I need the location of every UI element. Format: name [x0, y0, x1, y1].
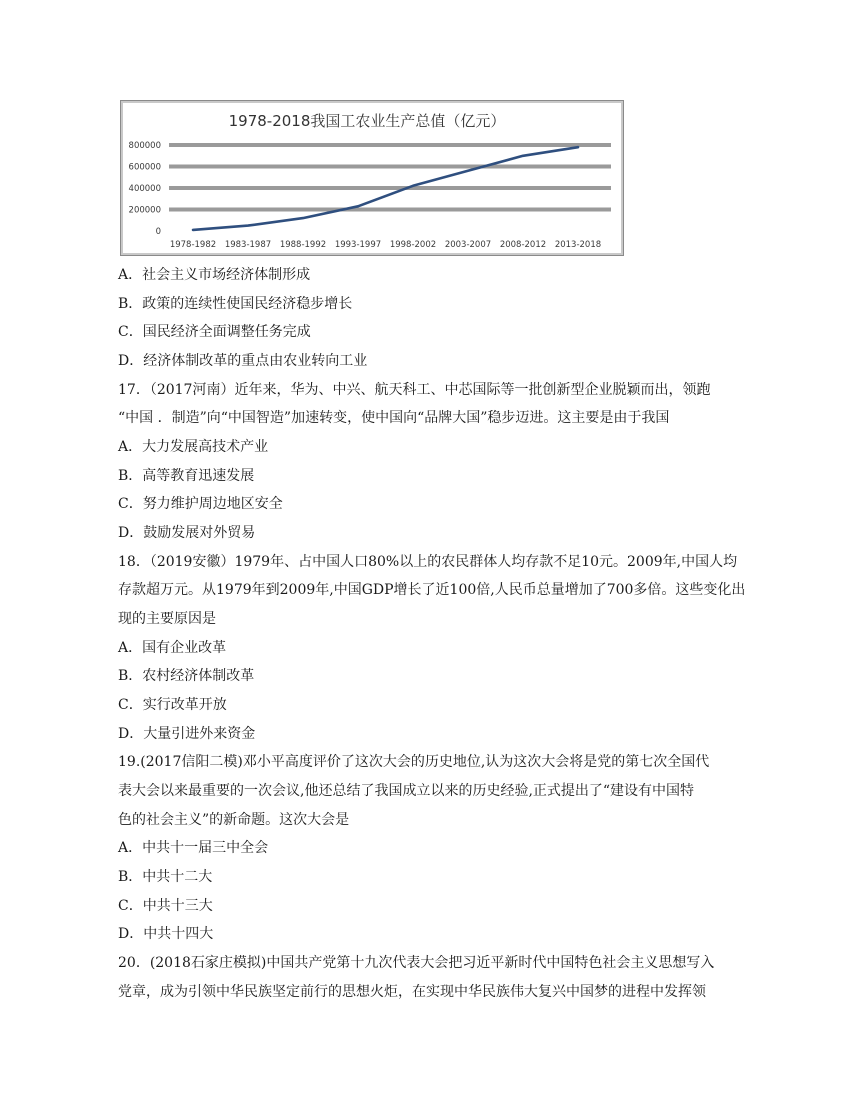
- option-d: D．大量引进外来资金: [118, 726, 256, 742]
- option-a: A．中共十一届三中全会: [118, 840, 269, 856]
- option-a: A．大力发展高技术产业: [118, 439, 269, 455]
- chart-figure: [120, 100, 624, 256]
- question-18-line: 存款超万元。从1979年到2009年,中国GDP增长了近100倍,人民币总量增加了700多倍。这些变化出: [118, 582, 746, 598]
- option-a: A．社会主义市场经济体制形成: [118, 267, 311, 283]
- option-b: B．高等教育迅速发展: [118, 468, 255, 484]
- option-b: B．政策的连续性使国民经济稳步增长: [118, 296, 353, 312]
- y-tick-label: 0: [155, 227, 161, 237]
- question-18-line: 现的主要原因是: [118, 611, 216, 627]
- x-tick-label: 1978-1982: [169, 240, 217, 250]
- option-c: C．国民经济全面调整任务完成: [118, 324, 311, 340]
- x-tick-label: 1983-1987: [224, 240, 272, 250]
- option-d: D．经济体制改革的重点由农业转向工业: [118, 353, 368, 369]
- question-20-line: 党章，成为引领中华民族坚定前行的思想火炬，在实现中华民族伟大复兴中国梦的进程中发挥领: [118, 984, 706, 1000]
- option-c: C．中共十三大: [118, 898, 213, 914]
- x-tick-label: 2003-2007: [444, 240, 492, 250]
- x-tick-label: 2013-2018: [554, 240, 602, 250]
- x-tick-label: 1998-2002: [389, 240, 437, 250]
- question-19-line: 表大会以来最重要的一次会议,他还总结了我国成立以来的历史经验,正式提出了“建设有中国特: [118, 783, 695, 799]
- question-17-line: “中国 ．制造”向“中国智造”加速转变，使中国向“品牌大国”稳步迈进。这主要是由于我国: [118, 410, 670, 426]
- question-18-line: 18．（2019安徽）1979年、占中国人口80%以上的农民群体人均存款不足10元。2009年,中国人均: [118, 554, 738, 570]
- option-d: D．中共十四大: [118, 926, 214, 942]
- question-20-line: 20．(2018石家庄模拟)中国共产党第十九次代表大会把习近平新时代中国特色社会主义思想写入: [118, 955, 715, 971]
- x-tick-label: 1988-1992: [279, 240, 327, 250]
- option-c: C．努力维护周边地区安全: [118, 496, 283, 512]
- line-chart: [121, 101, 625, 257]
- chart-title: 1978-2018我国工农业生产总值（亿元）: [228, 112, 506, 130]
- y-tick-label: 400000: [128, 184, 161, 194]
- question-17-line: 17．（2017河南）近年来，华为、中兴、航天科工、中芯国际等一批创新型企业脱颖而出，领跑: [118, 382, 711, 398]
- y-tick-label: 800000: [128, 141, 161, 151]
- y-tick-label: 600000: [128, 162, 161, 173]
- question-19-line: 19.(2017信阳二模)邓小平高度评价了这次大会的历史地位,认为这次大会将是党的第七次全国代: [118, 754, 710, 770]
- y-tick-label: 200000: [128, 205, 161, 216]
- option-a: A．国有企业改革: [118, 640, 227, 656]
- option-d: D．鼓励发展对外贸易: [118, 525, 256, 541]
- question-19-line: 色的社会主义”的新命题。这次大会是: [118, 812, 350, 828]
- option-c: C．实行改革开放: [118, 697, 227, 713]
- x-tick-label: 1993-1997: [334, 240, 382, 250]
- x-tick-label: 2008-2012: [499, 240, 547, 250]
- option-b: B．中共十二大: [118, 869, 213, 885]
- option-b: B．农村经济体制改革: [118, 668, 255, 684]
